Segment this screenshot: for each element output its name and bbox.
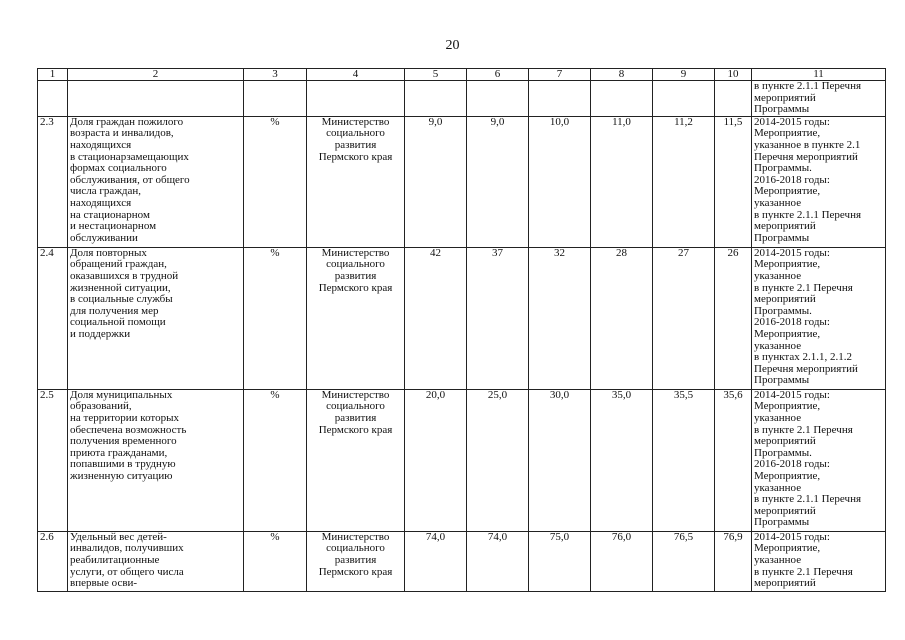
column-header: 7 [529,69,591,81]
column-header: 6 [467,69,529,81]
note-cell: 2014-2015 годы: Мероприятие, указанное в пункте 2.1 Перечня мероприятий [752,531,886,591]
column-header: 5 [405,69,467,81]
row-number: 2.3 [38,116,68,247]
indicators-table [37,68,886,592]
value-cell: 27 [653,247,715,389]
column-header: 2 [68,69,244,81]
value-cell [467,81,529,117]
value-cell [653,81,715,117]
value-cell: 25,0 [467,389,529,531]
value-cell: 35,5 [653,389,715,531]
row-number: 2.5 [38,389,68,531]
value-cell: 11,2 [653,116,715,247]
table-row [38,81,886,117]
row-number: 2.6 [38,531,68,591]
value-cell: 11,5 [715,116,752,247]
column-header: 8 [591,69,653,81]
unit [244,81,307,117]
indicator-name [68,81,244,117]
value-cell: 9,0 [467,116,529,247]
value-cell: 9,0 [405,116,467,247]
column-header: 4 [307,69,405,81]
value-cell: 37 [467,247,529,389]
table-row [38,247,886,389]
indicator-name: Доля повторных обращений граждан, оказавшихся в трудной жизненной ситуации, в социальные службы для получения мер социальной помощи и поддержки [68,247,244,389]
column-header: 9 [653,69,715,81]
responsible-party: Министерство социального развития Пермского края [307,116,405,247]
note-cell: 2014-2015 годы: Мероприятие, указанное в пункте 2.1 Перечня мероприятий Программы. 2016-2018 годы: Мероприятие, указанное в пунктах 2.1.1, 2.1.2 Перечня мероприятий Программы [752,247,886,389]
value-cell: 42 [405,247,467,389]
table-row [38,116,886,247]
column-header: 3 [244,69,307,81]
indicator-name: Доля муниципальных образований, на территории которых обеспечена возможность получения временного приюта гражданами, попавшими в трудную жизненную ситуацию [68,389,244,531]
note-cell: в пункте 2.1.1 Перечня мероприятий Программы [752,81,886,117]
value-cell: 26 [715,247,752,389]
unit: % [244,389,307,531]
value-cell: 10,0 [529,116,591,247]
table-row [38,531,886,591]
row-number: 2.4 [38,247,68,389]
value-cell: 35,6 [715,389,752,531]
value-cell: 20,0 [405,389,467,531]
responsible-party: Министерство социального развития Пермского края [307,531,405,591]
value-cell: 28 [591,247,653,389]
column-header: 10 [715,69,752,81]
responsible-party: Министерство социального развития Пермского края [307,389,405,531]
value-cell: 74,0 [405,531,467,591]
value-cell: 32 [529,247,591,389]
value-cell: 74,0 [467,531,529,591]
note-cell: 2014-2015 годы: Мероприятие, указанное в пункте 2.1 Перечня мероприятий Программы. 2016-2018 годы: Мероприятие, указанное в пункте 2.1.1 Перечня мероприятий Программы [752,116,886,247]
unit: % [244,247,307,389]
value-cell [591,81,653,117]
indicator-name: Удельный вес детей- инвалидов, получивших реабилитационные услуги, от общего числа впервые осви- [68,531,244,591]
value-cell: 76,5 [653,531,715,591]
value-cell: 75,0 [529,531,591,591]
table-header-row [38,69,886,81]
column-header: 11 [752,69,886,81]
note-cell: 2014-2015 годы: Мероприятие, указанное в пункте 2.1 Перечня мероприятий Программы. 2016-2018 годы: Мероприятие, указанное в пункте 2.1.1 Перечня мероприятий Программы [752,389,886,531]
value-cell: 76,9 [715,531,752,591]
value-cell: 30,0 [529,389,591,531]
value-cell: 35,0 [591,389,653,531]
row-number [38,81,68,117]
unit: % [244,116,307,247]
page-number: 20 [445,38,460,53]
table-row [38,389,886,531]
unit: % [244,531,307,591]
value-cell: 11,0 [591,116,653,247]
value-cell [715,81,752,117]
column-header: 1 [38,69,68,81]
value-cell: 76,0 [591,531,653,591]
value-cell [529,81,591,117]
responsible-party [307,81,405,117]
value-cell [405,81,467,117]
indicator-name: Доля граждан пожилого возраста и инвалидов, находящихся в стационарзамещающих формах социального обслуживания, от общего числа граждан, находящихся на стационарном и нестационарном обслуживании [68,116,244,247]
responsible-party: Министерство социального развития Пермского края [307,247,405,389]
